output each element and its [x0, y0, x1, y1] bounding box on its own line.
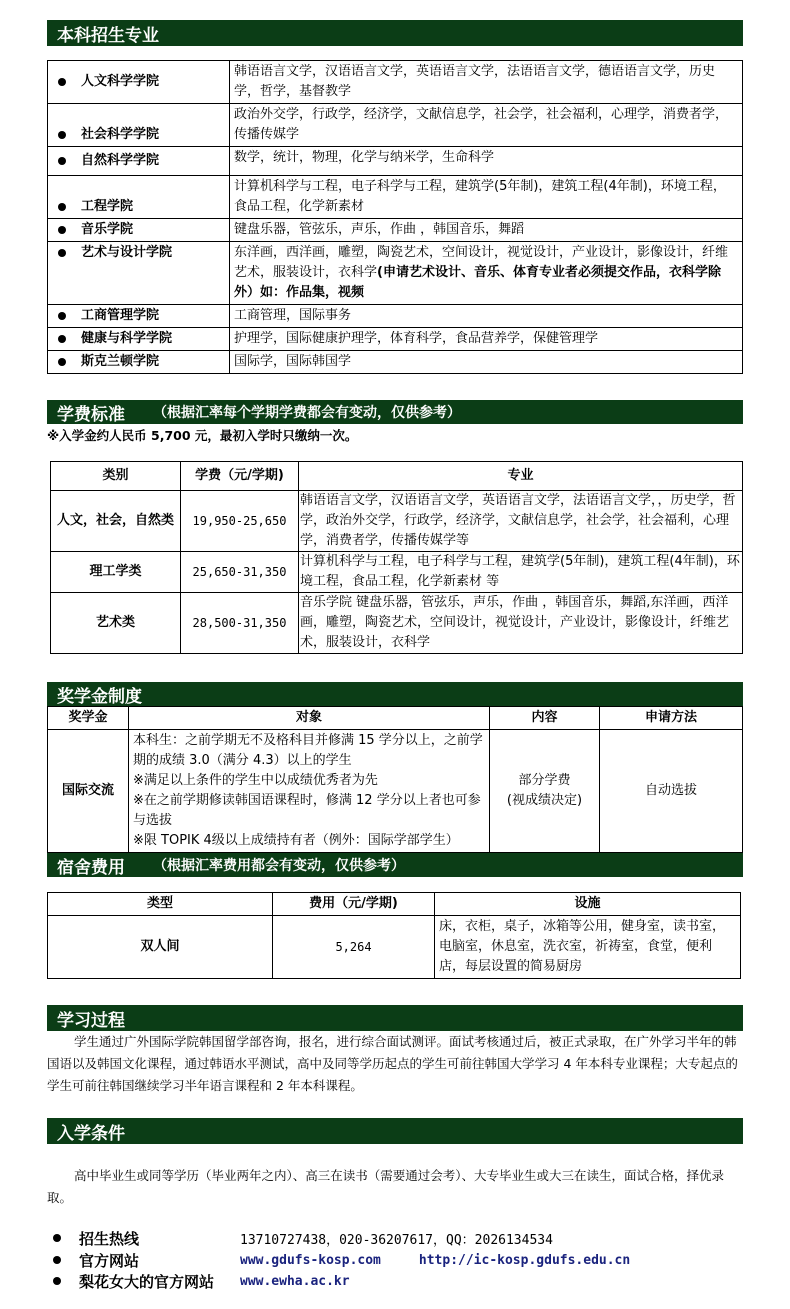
table-row: 音乐学院 键盘乐器，管弦乐，声乐，作曲 ，韩国音乐，舞蹈: [48, 219, 743, 242]
table-row: 健康与科学学院 护理学，国际健康护理学，体育科学，食品营养学，保健管理学: [48, 328, 743, 351]
tuition-subtitle: （根据汇率每个学期学费都会有变动，仅供参考）: [153, 405, 461, 421]
site-link-1[interactable]: www.gdufs-kosp.com: [240, 1252, 381, 1268]
majors-table: [47, 60, 743, 374]
process-title: 学习过程: [57, 1010, 125, 1031]
portfolio-note: (申请艺术设计、音乐、体育专业者必须提交作品，衣科学除外）如：作品集，视频: [234, 265, 721, 300]
bullet-icon: [53, 1277, 61, 1285]
bullet-icon: [53, 1234, 61, 1242]
admission-text: 高中毕业生或同等学历（毕业两年之内）、高三在读书（需要通过会考）、大专毕业生或大三在读生，面试合格，择优录取。: [47, 1168, 725, 1205]
scholarship-title: 奖学金制度: [57, 686, 142, 707]
tuition-section-header: [47, 400, 743, 424]
admission-section-header: [47, 1118, 743, 1144]
ewha-label: 梨花女大的官方网站: [79, 1272, 215, 1291]
table-row: 斯克兰顿学院 国际学，国际韩国学: [48, 351, 743, 374]
bullet-icon: [53, 1256, 61, 1264]
target-line: 本科生：之前学期无不及格科目并修满 15 学分以上，之前学期的成绩 3.0（满分 4.3）以上的学生: [133, 733, 483, 768]
bullet-icon: [58, 312, 66, 320]
bullet-icon: [58, 203, 66, 211]
table-row: 自然科学学院 数学，统计，物理，化学与纳米学，生命科学: [48, 147, 743, 176]
dorm-subtitle: （根据汇率费用都会有变动，仅供参考）: [153, 858, 405, 874]
target-line: ※限 TOPIK 4级以上成绩持有者（例外：国际学部学生）: [133, 833, 459, 848]
table-row: 人文，社会，自然类 19,950-25,650 韩语语言文学，汉语语言文学，英语语言文学，法语语言文学，，历史学，哲学，政治外交学，行政学，经济学，文献信息学，社会学，社会福利，心理学，消费者学，传播传媒学等: [51, 491, 743, 552]
bullet-icon: [58, 131, 66, 139]
site-row: [47, 1249, 630, 1271]
tuition-title: 学费标准: [57, 404, 125, 425]
table-row: 理工学类 25,650-31,350 计算机科学与工程，电子科学与工程，建筑学(5年制)，建筑工程(4年制)，环境工程，食品工程，化学新素材 等: [51, 552, 743, 593]
bullet-icon: [58, 335, 66, 343]
table-row: 社会科学学院 政治外交学，行政学，经济学，文献信息学，社会学，社会福利，心理学，消费者学，传播传媒学: [48, 104, 743, 147]
ewha-row: [47, 1270, 350, 1292]
scholarship-section-header: [47, 682, 743, 706]
table-row: 艺术类 28,500-31,350 音乐学院 键盘乐器，管弦乐，声乐，作曲 ，韩国音乐，舞蹈,东洋画，西洋画，雕塑，陶瓷艺术，空间设计，视觉设计，产业设计，影像设计，纤维艺术，服装设计，衣科学: [51, 593, 743, 654]
dorm-title: 宿舍费用: [57, 857, 125, 878]
hotline-row: [47, 1227, 553, 1249]
dorm-section-header: [47, 853, 743, 877]
target-line: ※满足以上条件的学生中以成绩优秀者为先: [133, 773, 378, 788]
majors-section-header: [47, 20, 743, 46]
table-header-row: 奖学金 对象 内容 申请方法: [48, 707, 743, 730]
table-row: 工商管理学院 工商管理，国际事务: [48, 305, 743, 328]
site-link-2[interactable]: http://ic-kosp.gdufs.edu.cn: [418, 1252, 631, 1268]
process-text: 学生通过广外国际学院韩国留学部咨询，报名，进行综合面试测评。面试考核通过后，被正式录取，在广外学习半年的韩国语以及韩国文化课程，通过韩语水平测试，高中及同等学历起点的学生可前往韩国大学学习 4 年本科专业课程；大专起点的学生可前往韩国继续学习半年语言课程和 2 年本科课程。: [47, 1034, 738, 1093]
process-section-header: [47, 1005, 743, 1031]
table-row: 双人间 5,264 床，衣柜，桌子，冰箱等公用，健身室，读书室，电脑室，休息室，洗衣室，祈祷室，食堂，便利店，每层设置的简易厨房: [48, 916, 741, 979]
table-row: 国际交流 本科生：之前学期无不及格科目并修满 15 学分以上，之前学期的成绩 3.0（满分 4.3）以上的学生 ※满足以上条件的学生中以成绩优秀者为先 ※在之前学期修读韩国语课程时，修满 12 学分以上者也可参与选拔 ※限 TOPIK 4级以上成绩持有者（例外：国际学部学生） 部分学费 (视成绩决定) 自动选拔: [48, 730, 743, 853]
admission-title: 入学条件: [57, 1123, 125, 1144]
table-row: 人文科学学院 韩语语言文学，汉语语言文学，英语语言文学，法语语言文学，德语语言文学，历史学，哲学，基督教学: [48, 61, 743, 104]
tuition-table: [50, 461, 743, 654]
table-row: 工程学院 计算机科学与工程，电子科学与工程，建筑学(5年制)，建筑工程(4年制)，环境工程，食品工程，化学新素材: [48, 176, 743, 219]
bullet-icon: [58, 226, 66, 234]
table-row: 艺术与设计学院 东洋画，西洋画，雕塑，陶瓷艺术，空间设计，视觉设计，产业设计，影像设计，纤维艺术，服装设计，衣科学(申请艺术设计、音乐、体育专业者必须提交作品，衣科学除外）如：作品集，视频: [48, 242, 743, 305]
hotline-value: 13710727438，020-36207617，QQ：2026134534: [240, 1232, 553, 1248]
bullet-icon: [58, 78, 66, 86]
tuition-note: ※入学金约人民币 5,700 元，最初入学时只缴纳一次。: [47, 428, 358, 443]
table-header-row: 类型 费用（元/学期) 设施: [48, 893, 741, 916]
target-line: ※在之前学期修读韩国语课程时，修满 12 学分以上者也可参与选拔: [133, 793, 481, 828]
dorm-table: [47, 892, 741, 979]
majors-title: 本科招生专业: [57, 25, 159, 46]
bullet-icon: [58, 358, 66, 366]
site-label: 官方网站: [79, 1251, 140, 1270]
bullet-icon: [58, 157, 66, 165]
hotline-label: 招生热线: [79, 1229, 140, 1248]
bullet-icon: [58, 249, 66, 257]
scholarship-table: [47, 706, 743, 853]
ewha-link[interactable]: www.ewha.ac.kr: [240, 1273, 350, 1289]
table-header-row: 类别 学费（元/学期) 专业: [51, 462, 743, 491]
